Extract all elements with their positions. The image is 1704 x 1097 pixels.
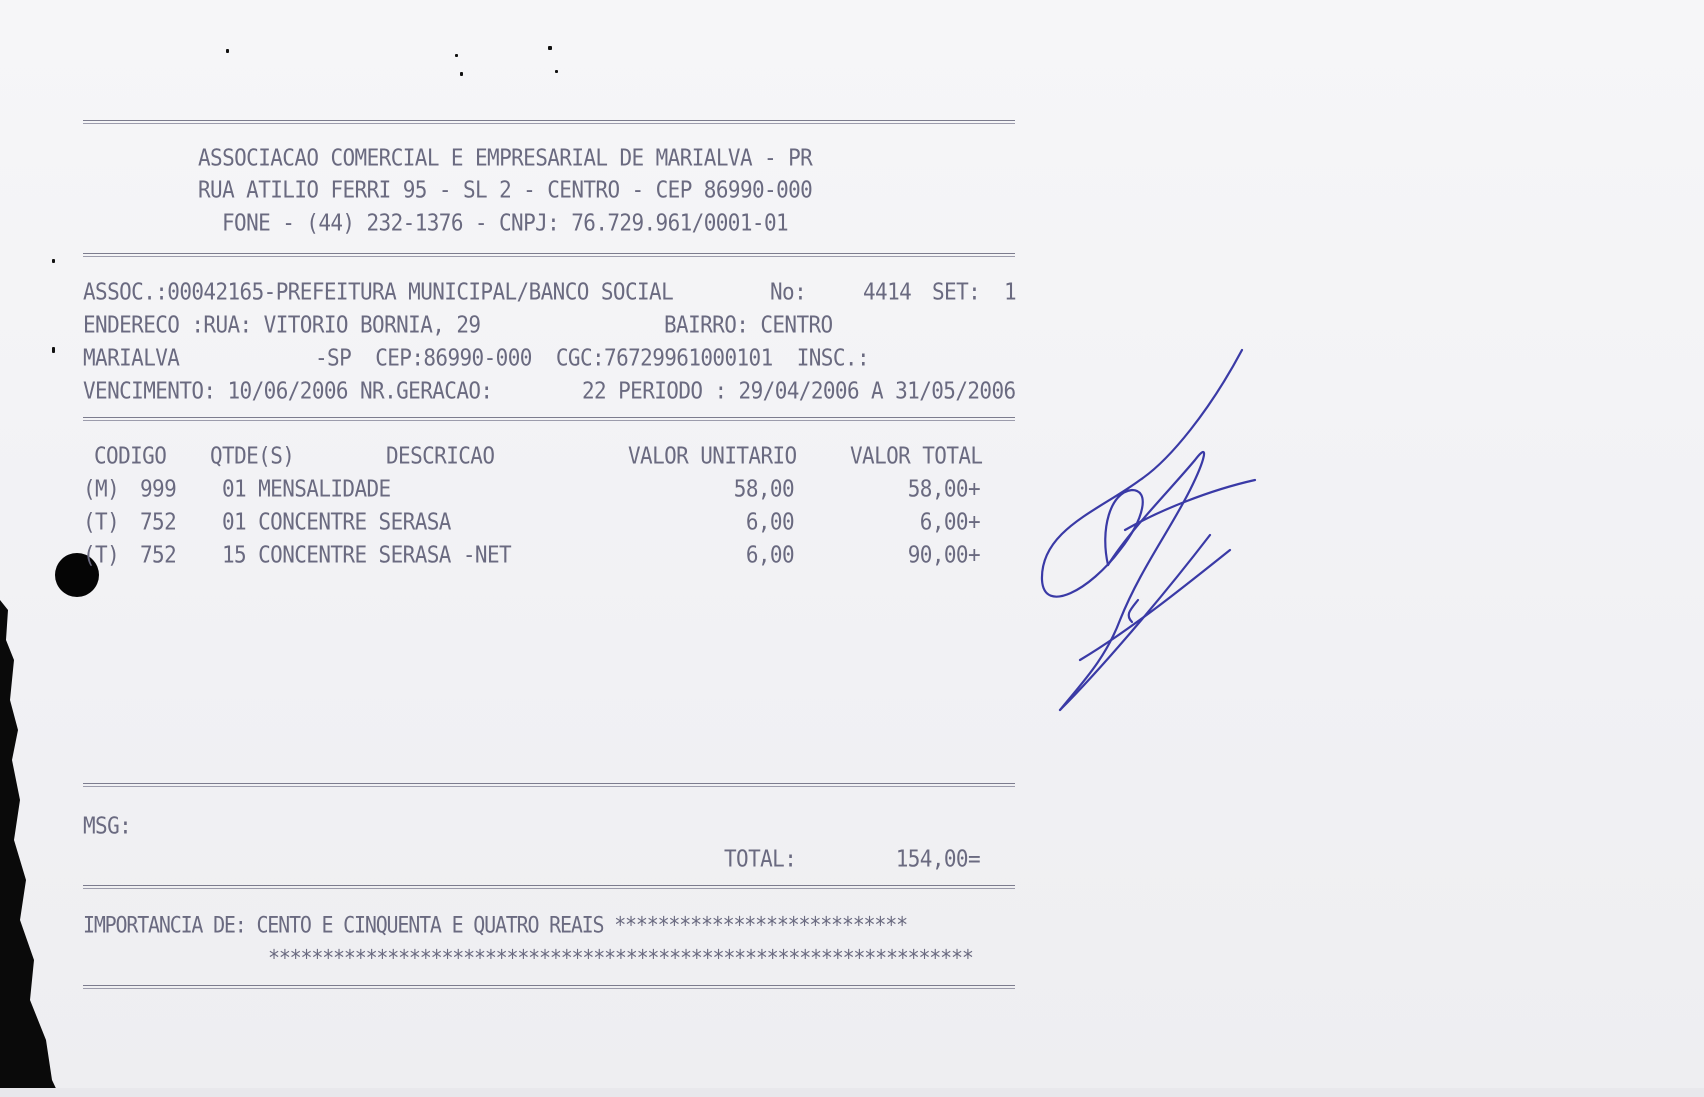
org-name: ASSOCIACAO COMERCIAL E EMPRESARIAL DE MARIALVA - PR: [198, 144, 813, 171]
col-descricao: DESCRICAO: [386, 442, 495, 469]
org-address: RUA ATILIO FERRI 95 - SL 2 - CENTRO - CEP 86990-000: [198, 176, 813, 203]
endereco-line: ENDERECO :RUA: VITORIO BORNIA, 29: [83, 311, 481, 338]
row-2-descricao: 01 CONCENTRE SERASA: [222, 508, 451, 535]
speck: [555, 70, 558, 73]
vencimento-line: VENCIMENTO: 10/06/2006 NR.GERACAO:: [83, 377, 493, 404]
header-top-rule: [83, 120, 1015, 124]
total-bottom-rule: [83, 885, 1015, 889]
handwritten-signature: [1020, 340, 1320, 740]
row-1-tipo: (M): [83, 475, 120, 502]
row-1-unit: 58,00: [733, 475, 794, 502]
row-1-codigo: 999: [140, 475, 177, 502]
speck: [460, 72, 463, 76]
header-bottom-rule: [83, 253, 1015, 257]
row-2-tipo: (T): [83, 508, 120, 535]
total-value: 154,00=: [895, 845, 980, 872]
periodo-line: 22 PERIODO : 29/04/2006 A 31/05/2006: [582, 377, 1016, 404]
torn-left-edge: [0, 0, 80, 1097]
row-2-codigo: 752: [140, 508, 177, 535]
col-qtde: QTDE(S): [210, 442, 295, 469]
col-valor-unitario: VALOR UNITARIO: [628, 442, 797, 469]
no-value: 4414: [863, 278, 912, 305]
row-2-unit: 6,00: [745, 508, 794, 535]
speck: [455, 54, 458, 57]
row-2-total: 6,00+: [919, 508, 980, 535]
row-3-descricao: 15 CONCENTRE SERASA -NET: [222, 541, 512, 568]
info-bottom-rule: [83, 417, 1015, 421]
speck: [226, 49, 229, 53]
row-3-unit: 6,00: [745, 541, 794, 568]
assoc-line: ASSOC.:00042165-PREFEITURA MUNICIPAL/BANCO SOCIAL: [83, 278, 674, 305]
row-3-tipo: (T): [83, 541, 120, 568]
row-1-total: 58,00+: [907, 475, 980, 502]
speck: [52, 347, 55, 353]
speck: [52, 259, 55, 263]
cep-line: -SP CEP:86990-000 CGC:76729961000101 INSC.:: [315, 344, 869, 371]
importancia-line-2: *****************************************************************: [268, 944, 973, 971]
footer-bottom-rule: [83, 985, 1015, 989]
total-label: TOTAL:: [724, 845, 797, 872]
row-3-total: 90,00+: [907, 541, 980, 568]
col-valor-total: VALOR TOTAL: [850, 442, 983, 469]
no-label: No:: [770, 278, 807, 305]
importancia-line-1: IMPORTANCIA DE: CENTO E CINQUENTA E QUATRO REAIS ***************************: [83, 911, 907, 938]
set-value: 1: [1004, 278, 1017, 305]
row-1-descricao: 01 MENSALIDADE: [222, 475, 391, 502]
set-label: SET:: [932, 278, 981, 305]
col-codigo: CODIGO: [94, 442, 167, 469]
org-phone: FONE - (44) 232-1376 - CNPJ: 76.729.961/0001-01: [222, 209, 789, 236]
speck: [548, 46, 552, 50]
row-3-codigo: 752: [140, 541, 177, 568]
paper-bottom-edge: [0, 1088, 1704, 1097]
items-bottom-rule: [83, 783, 1015, 787]
bairro-line: BAIRRO: CENTRO: [664, 311, 833, 338]
cidade: MARIALVA: [83, 344, 180, 371]
msg-label: MSG:: [83, 812, 132, 839]
